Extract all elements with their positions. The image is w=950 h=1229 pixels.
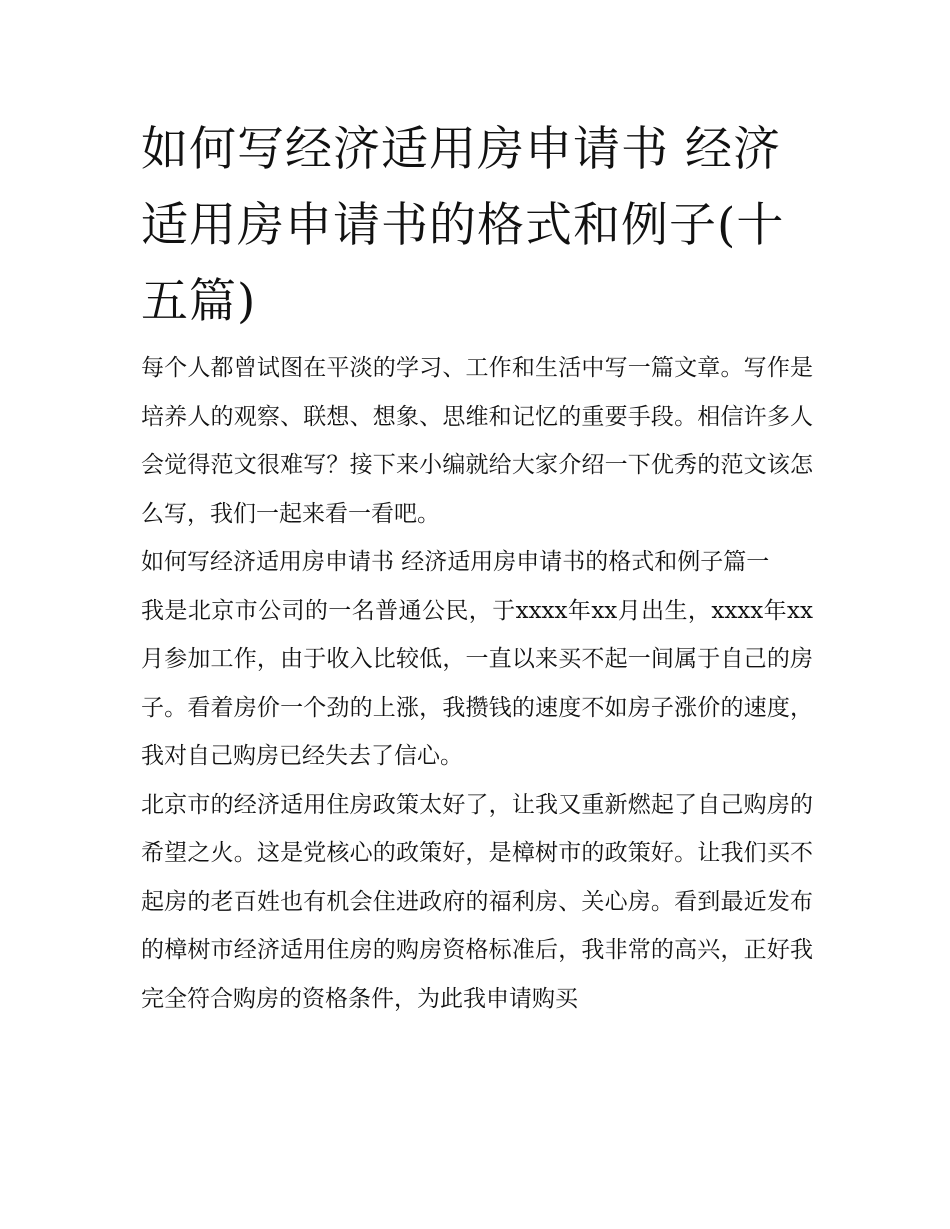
- document-body: [141, 344, 813, 1023]
- document-page: [141, 112, 813, 1023]
- body-paragraph: 我是北京市公司的一名普通公民，于xxxx年xx月出生，xxxx年xx月参加工作，由于收入比较低，一直以来买不起一间属于自己的房子。看着房价一个劲的上涨，我攒钱的速度不如房子涨价的速度，我对自己购房已经失去了信心。: [141, 597, 813, 769]
- section-heading: 如何写经济适用房申请书 经济适用房申请书的格式和例子篇一: [141, 549, 770, 575]
- document-title: 如何写经济适用房申请书 经济适用房申请书的格式和例子(十五篇): [141, 122, 785, 329]
- intro-paragraph: 每个人都曾试图在平淡的学习、工作和生活中写一篇文章。写作是培养人的观察、联想、想象、思维和记忆的重要手段。相信许多人会觉得范文很难写？接下来小编就给大家介绍一下优秀的范文该怎么写，我们一起来看一看吧。: [141, 355, 813, 527]
- body-paragraph: 北京市的经济适用住房政策太好了，让我又重新燃起了自己购房的希望之火。这是党核心的政策好，是樟树市的政策好。让我们买不起房的老百姓也有机会住进政府的福利房、关心房。看到最近发布的樟树市经济适用住房的购房资格标准后，我非常的高兴，正好我完全符合购房的资格条件，为此我申请购买: [141, 791, 813, 1012]
